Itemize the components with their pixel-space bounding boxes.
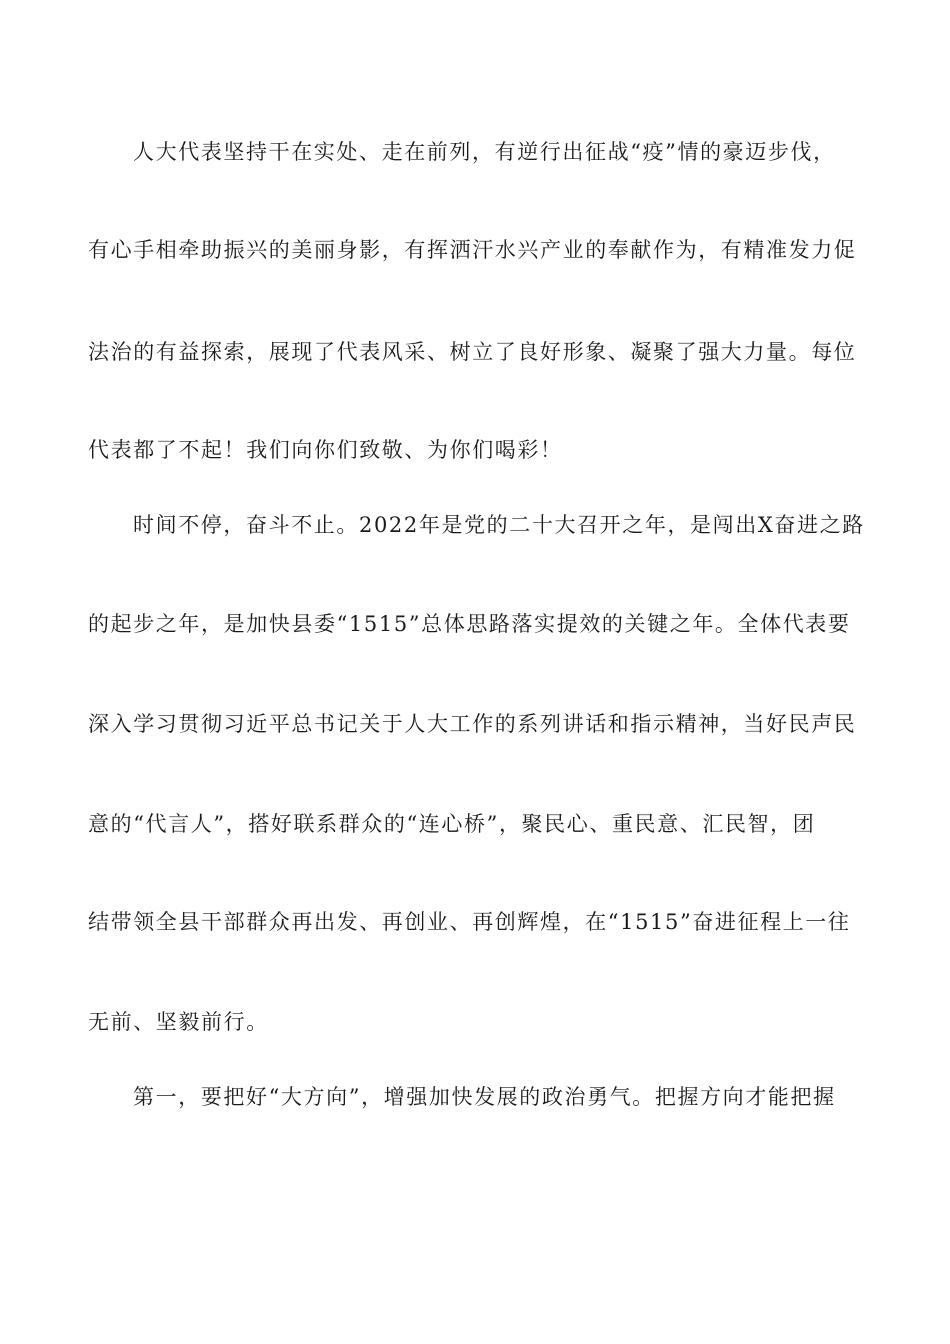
- paragraph-1-line-4: 代表都了不起！我们向你们致敬、为你们喝彩！: [88, 438, 563, 462]
- paragraph-2-line-5: 结带领全县干部群众再出发、再创业、再创辉煌，在“1515”奋进征程上一往: [88, 910, 851, 934]
- paragraph-2-line-1: 时间不停，奋斗不止。2022年是党的二十大召开之年，是闯出X奋进之路: [133, 513, 865, 537]
- paragraph-2-line-2: 的起步之年，是加快县委“1515”总体思路落实提效的关键之年。全体代表要: [88, 612, 851, 636]
- paragraph-1-line-3: 法治的有益探索，展现了代表风采、树立了良好形象、凝聚了强大力量。每位: [88, 340, 857, 364]
- paragraph-3-line-1: 第一，要把好“大方向”，增强加快发展的政治勇气。把握方向才能把握: [133, 1085, 836, 1109]
- paragraph-2-line-4: 意的“代言人”，搭好联系群众的“连心桥”，聚民心、重民意、汇民智，团: [88, 812, 816, 836]
- paragraph-1-line-2: 有心手相牵助振兴的美丽身影，有挥洒汗水兴产业的奉献作为，有精准发力促: [88, 238, 857, 262]
- paragraph-1-line-1: 人大代表坚持干在实处、走在前列，有逆行出征战“疫”情的豪迈步伐，: [133, 140, 836, 164]
- paragraph-2-line-6: 无前、坚毅前行。: [88, 1010, 269, 1034]
- paragraph-2-line-3: 深入学习贯彻习近平总书记关于人大工作的系列讲话和指示精神，当好民声民: [88, 712, 857, 736]
